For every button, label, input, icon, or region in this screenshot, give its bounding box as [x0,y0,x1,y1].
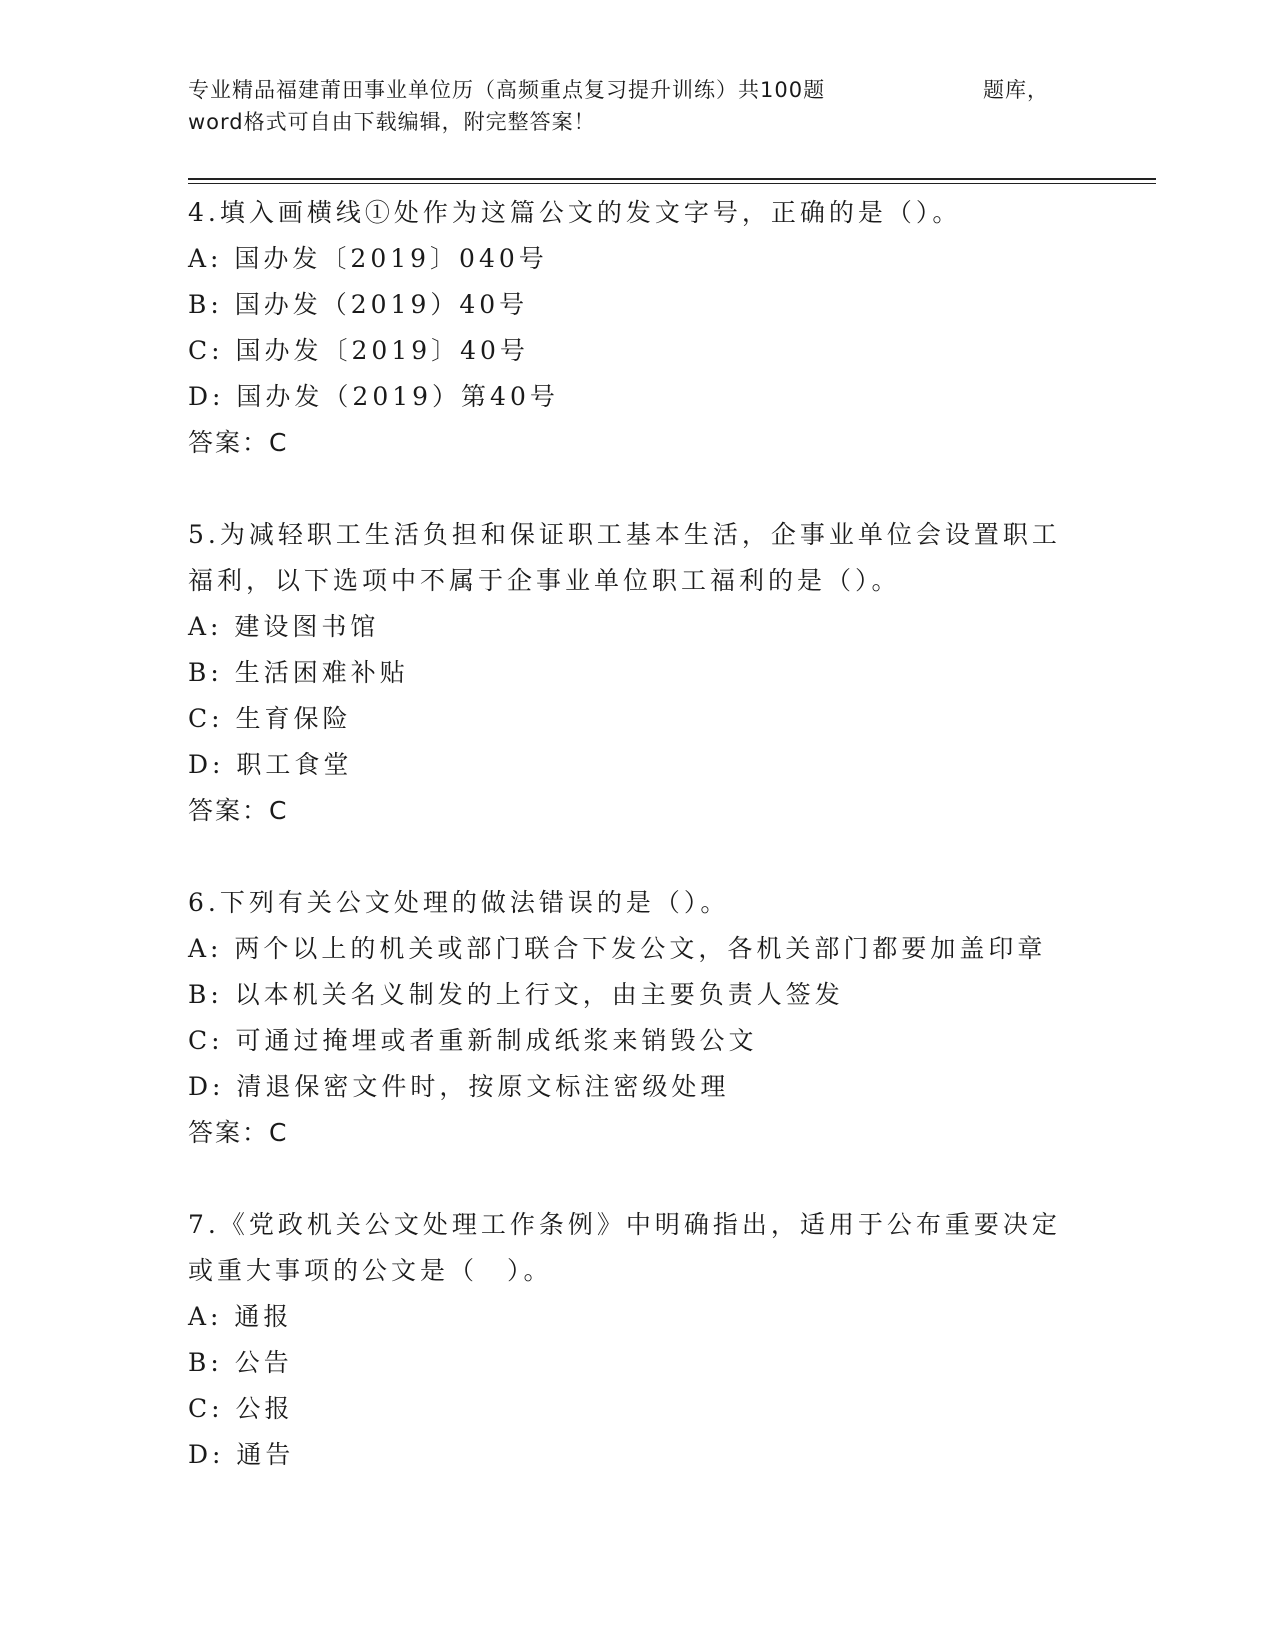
question-7 [188,1202,1068,1478]
header-title: 专业精品福建莆田事业单位历（高频重点复习提升训练）共100题 [188,78,826,102]
option-b: B: 国办发（2019）40号 [188,290,529,319]
option-a: A: 国办发〔2019〕040号 [188,244,548,273]
option-c: C: 公报 [188,1394,294,1423]
option-d: D: 通告 [188,1440,295,1469]
header-divider-thick [188,178,1156,180]
question-5 [188,512,1068,834]
option-a: A: 通报 [188,1302,293,1331]
header-line-2: word格式可自由下载编辑，附完整答案！ [188,110,596,134]
header-title-suffix: 题库， [983,78,1049,102]
option-c: C: 可通过掩埋或者重新制成纸浆来销毁公文 [188,1026,758,1055]
answer: 答案：C [188,428,289,457]
option-c: C: 生育保险 [188,704,352,733]
question-stem: 6.下列有关公文处理的做法错误的是（）。 [188,888,730,917]
question-4 [188,190,1068,466]
option-b: B: 公告 [188,1348,293,1377]
option-b: B: 以本机关名义制发的上行文，由主要负责人签发 [188,980,844,1009]
answer: 答案：C [188,1118,289,1147]
header-line-1 [188,74,1068,106]
answer: 答案：C [188,796,289,825]
header-divider-thin [188,183,1156,184]
option-d: D: 职工食堂 [188,750,353,779]
option-a: A: 建设图书馆 [188,612,380,641]
option-a: A: 两个以上的机关或部门联合下发公文，各机关部门都要加盖印章 [188,934,1047,963]
document-header [188,74,1068,138]
question-stem: 4.填入画横线①处作为这篇公文的发文字号，正确的是（）。 [188,198,962,227]
question-stem: 7.《党政机关公文处理工作条例》中明确指出，适用于公布重要决定或重大事项的公文是（ ）。 [188,1210,1061,1285]
question-6 [188,880,1068,1156]
option-b: B: 生活困难补贴 [188,658,409,687]
option-d: D: 清退保密文件时，按原文标注密级处理 [188,1072,730,1101]
question-list [188,190,1068,1524]
option-c: C: 国办发〔2019〕40号 [188,336,529,365]
question-stem: 5.为减轻职工生活负担和保证职工基本生活，企事业单位会设置职工福利，以下选项中不属于企事业单位职工福利的是（）。 [188,520,1061,595]
option-d: D: 国办发（2019）第40号 [188,382,559,411]
